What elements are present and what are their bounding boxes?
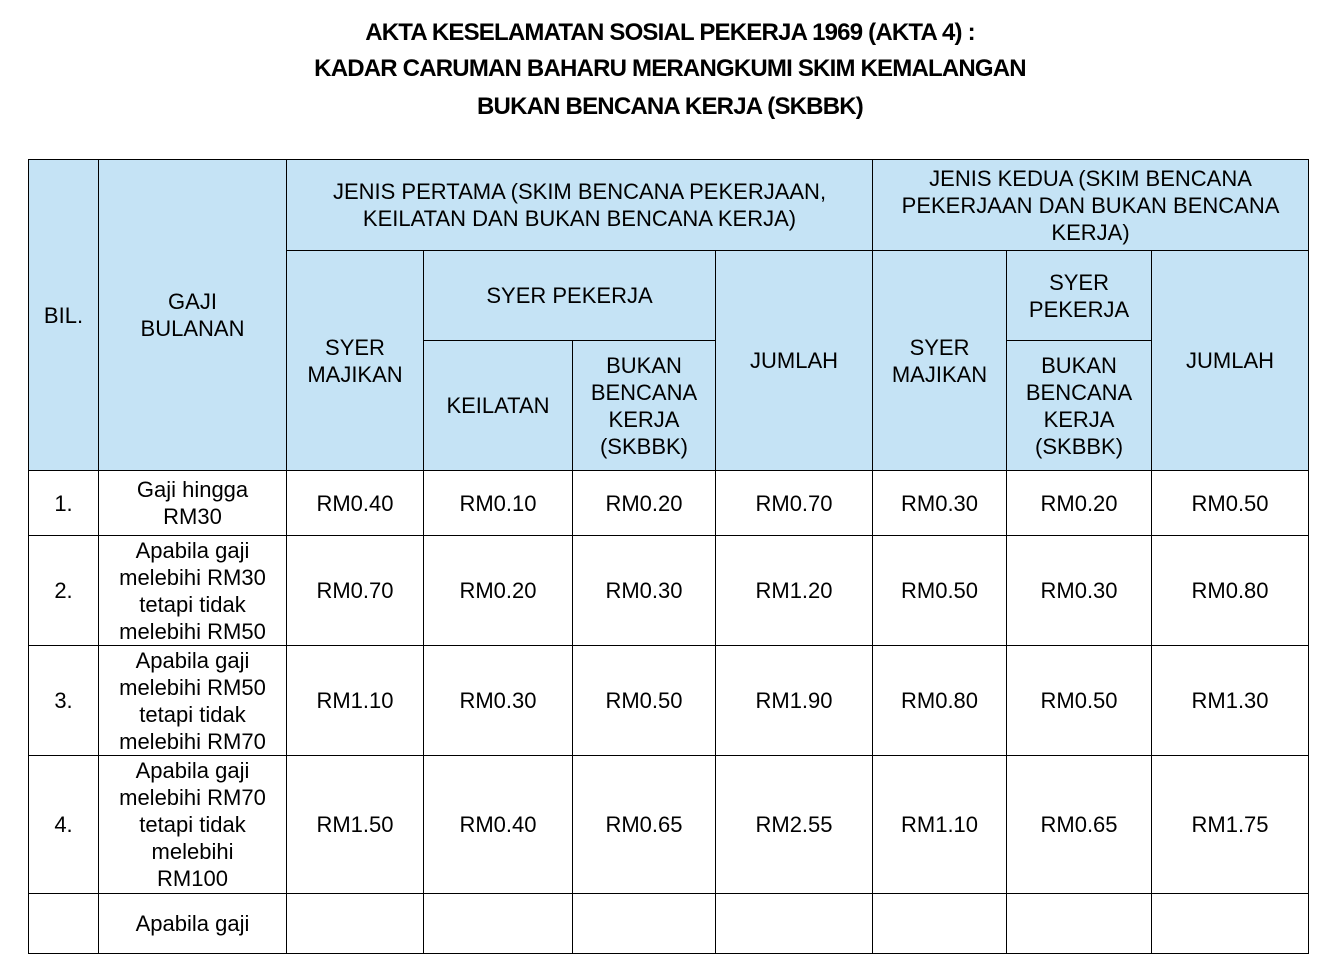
header-p-syer-pekerja: SYER PEKERJA (424, 251, 716, 341)
cell-k-majikan (873, 894, 1007, 954)
cell-k-skbbk (1007, 894, 1152, 954)
header-syer-pekerja-line: SYER (1049, 269, 1109, 295)
cell-p-keilatan: RM0.30 (424, 646, 573, 756)
header-jenis-pertama (287, 160, 873, 251)
cell-p-majikan: RM0.70 (287, 536, 424, 646)
cell-gaji-line: tetapi tidak (139, 701, 246, 727)
header-p-keilatan: KEILATAN (424, 341, 573, 471)
cell-gaji-line: Apabila gaji (135, 758, 250, 783)
header-jenis-kedua (873, 160, 1309, 251)
cell-k-jumlah: RM0.50 (1152, 471, 1309, 536)
header-skbbk-line: KERJA (1043, 406, 1115, 432)
cell-p-skbbk: RM0.50 (573, 646, 716, 756)
cell-p-jumlah (716, 894, 873, 954)
cell-k-majikan: RM0.30 (873, 471, 1007, 536)
cell-k-skbbk: RM0.50 (1007, 646, 1152, 756)
cell-gaji (99, 894, 287, 954)
cell-p-majikan: RM1.50 (287, 756, 424, 894)
header-skbbk-line: KERJA (608, 406, 680, 432)
table-row (29, 536, 1309, 646)
header-jenis-kedua-line: PEKERJAAN DAN BUKAN BENCANA (901, 192, 1280, 218)
cell-p-keilatan (424, 894, 573, 954)
cell-p-skbbk: RM0.65 (573, 756, 716, 894)
header-k-skbbk (1007, 341, 1152, 471)
cell-bil: 1. (29, 471, 99, 536)
header-syer-majikan-line: MAJIKAN (307, 361, 403, 387)
cell-k-skbbk: RM0.30 (1007, 536, 1152, 646)
header-jenis-pertama-line: JENIS PERTAMA (SKIM BENCANA PEKERJAAN, (332, 179, 827, 204)
document-title-line-1: AKTA KESELAMATAN SOSIAL PEKERJA 1969 (AKTA 4) : (365, 19, 975, 46)
cell-k-skbbk: RM0.20 (1007, 471, 1152, 536)
cell-p-keilatan: RM0.20 (424, 536, 573, 646)
cell-k-jumlah: RM0.80 (1152, 536, 1309, 646)
header-skbbk-line: (SKBBK) (599, 433, 689, 459)
cell-p-majikan: RM1.10 (287, 646, 424, 756)
document-title-line-3: BUKAN BENCANA KERJA (SKBBK) (477, 93, 863, 120)
cell-gaji-line: tetapi tidak (139, 812, 246, 837)
cell-gaji (99, 471, 287, 536)
cell-p-keilatan: RM0.40 (424, 756, 573, 894)
cell-k-majikan: RM1.10 (873, 756, 1007, 894)
header-jenis-kedua-line: JENIS KEDUA (SKIM BENCANA (929, 165, 1252, 191)
cell-p-jumlah: RM2.55 (716, 756, 873, 894)
header-syer-majikan-line: MAJIKAN (891, 361, 988, 387)
header-skbbk-line: BUKAN (606, 352, 682, 378)
cell-gaji-line: melebihi (151, 839, 234, 864)
cell-gaji-line: RM100 (157, 866, 228, 891)
cell-bil: 3. (29, 646, 99, 756)
cell-gaji (99, 756, 287, 894)
header-bil: BIL. (29, 160, 99, 471)
header-gaji-line: GAJI (168, 289, 217, 314)
cell-p-jumlah: RM1.90 (716, 646, 873, 756)
cell-gaji-line: tetapi tidak (139, 591, 246, 617)
cell-gaji (99, 646, 287, 756)
table-row (29, 471, 1309, 536)
cell-gaji-line: Apabila gaji (135, 647, 250, 673)
cell-gaji-line: melebihi RM70 (119, 728, 266, 754)
header-p-skbbk (573, 341, 716, 471)
header-syer-pekerja-line: PEKERJA (1028, 296, 1130, 322)
cell-k-jumlah: RM1.75 (1152, 756, 1309, 894)
cell-p-jumlah: RM1.20 (716, 536, 873, 646)
cell-p-skbbk: RM0.30 (573, 536, 716, 646)
header-gaji-bulanan (99, 160, 287, 471)
header-gaji-line: BULANAN (140, 316, 245, 341)
cell-k-majikan: RM0.80 (873, 646, 1007, 756)
cell-gaji-line: Gaji hingga (136, 477, 249, 502)
cell-gaji-line: Apabila gaji (135, 911, 250, 936)
table-row (29, 646, 1309, 756)
cell-gaji-line: Apabila gaji (135, 537, 250, 563)
header-k-syer-pekerja (1007, 251, 1152, 341)
cell-bil: 4. (29, 756, 99, 894)
cell-gaji-line: melebihi RM50 (119, 674, 266, 700)
cell-p-skbbk: RM0.20 (573, 471, 716, 536)
table-row (29, 756, 1309, 894)
table-row (29, 894, 1309, 954)
header-jenis-kedua-line: KERJA) (1051, 219, 1130, 245)
document-title-line-2: KADAR CARUMAN BAHARU MERANGKUMI SKIM KEMALANGAN (314, 55, 1026, 82)
cell-bil: 2. (29, 536, 99, 646)
cell-k-jumlah: RM1.30 (1152, 646, 1309, 756)
header-syer-majikan-line: SYER (325, 334, 385, 360)
header-k-syer-majikan (873, 251, 1007, 471)
cell-gaji-line: melebihi RM30 (119, 564, 266, 590)
cell-k-skbbk: RM0.65 (1007, 756, 1152, 894)
header-syer-majikan-line: SYER (909, 334, 970, 360)
header-p-syer-majikan (287, 251, 424, 471)
cell-bil (29, 894, 99, 954)
header-skbbk-line: BUKAN (1041, 352, 1117, 378)
cell-p-jumlah: RM0.70 (716, 471, 873, 536)
header-skbbk-line: BENCANA (590, 379, 698, 405)
header-skbbk-line: (SKBBK) (1035, 433, 1124, 459)
cell-gaji (99, 536, 287, 646)
cell-p-majikan (287, 894, 424, 954)
cell-gaji-line: melebihi RM70 (119, 785, 266, 810)
contribution-rates-table (28, 159, 1309, 954)
cell-p-keilatan: RM0.10 (424, 471, 573, 536)
header-jenis-pertama-line: KEILATAN DAN BUKAN BENCANA KERJA) (362, 206, 797, 231)
header-k-jumlah: JUMLAH (1152, 251, 1309, 471)
cell-k-majikan: RM0.50 (873, 536, 1007, 646)
cell-gaji-line: RM30 (163, 504, 222, 529)
header-p-jumlah: JUMLAH (716, 251, 873, 471)
cell-p-majikan: RM0.40 (287, 471, 424, 536)
cell-p-skbbk (573, 894, 716, 954)
cell-gaji-line: melebihi RM50 (119, 618, 266, 644)
header-skbbk-line: BENCANA (1025, 379, 1133, 405)
cell-k-jumlah (1152, 894, 1309, 954)
